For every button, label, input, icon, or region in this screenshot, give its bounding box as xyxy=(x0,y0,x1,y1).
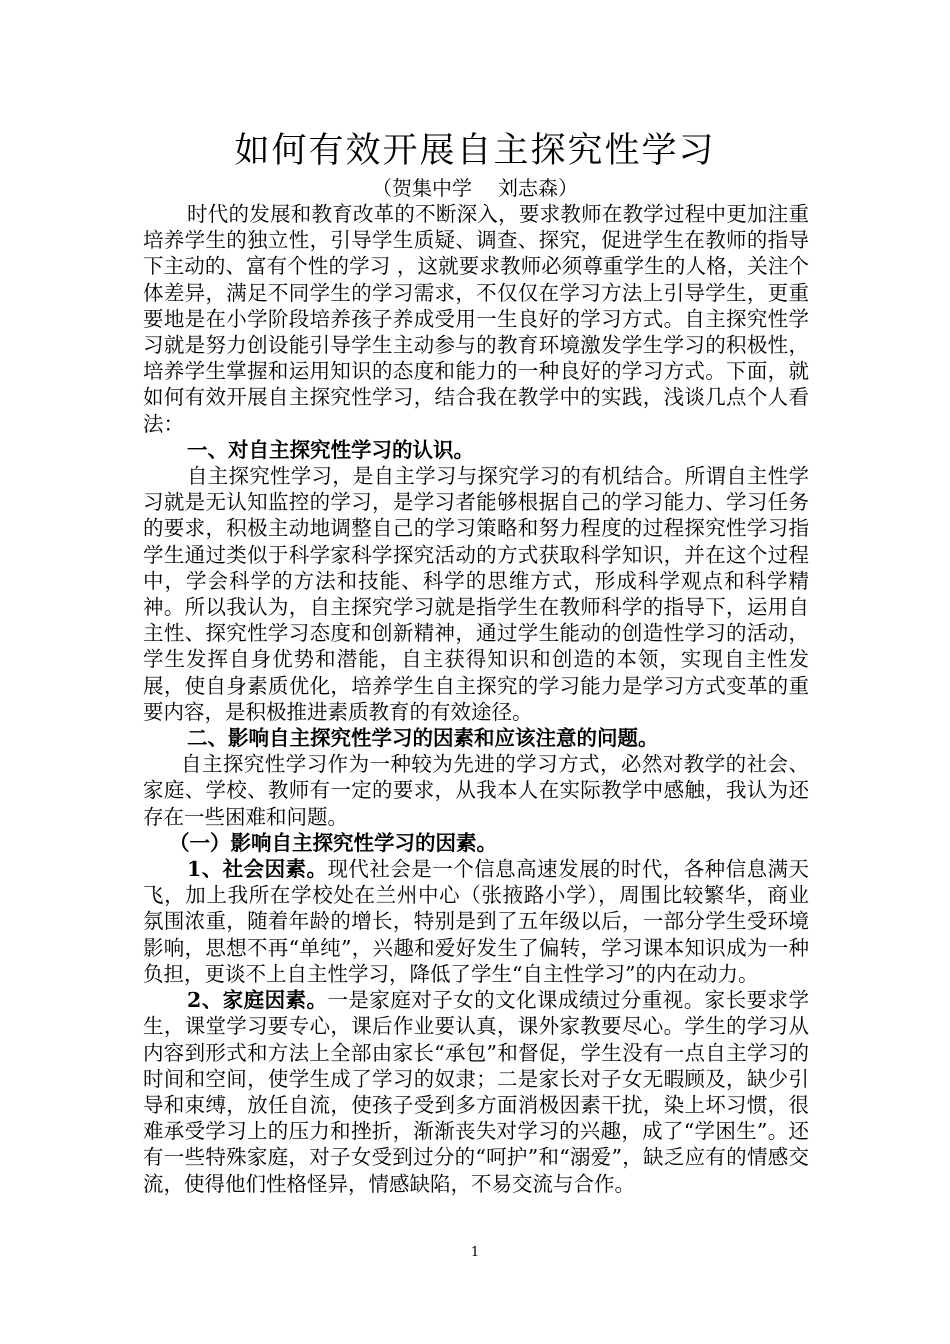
factor-1-label: 1、社会因素。 xyxy=(187,857,328,882)
intro-paragraph: 时代的发展和教育改革的不断深入，要求教师在教学过程中更加注重培养学生的独立性，引导学生质疑、调查、探究，促进学生在教师的指导下主动的、富有个性的学习 ，这就要求教师必须尊重学生的人格，关注个体差异，满足不同学生的学习需求，不仅仅在学习方法上引导学生，更重要地是在小学阶段培养孩子养成受用一生良好的学习方式。自主探究性学习就是努力创设能引导学生主动参与的教育环境激发学生学习的积极性，培养学生掌握和运用知识的态度和能力的一种良好的学习方式。下面，就如何有效开展自主探究性学习，结合我在教学中的实践，浅谈几点个人看法： xyxy=(143,202,809,436)
author-line xyxy=(0,174,950,202)
paragraph-1: 自主探究性学习，是自主学习与探究学习的有机结合。所谓自主性学习就是无认知监控的学习，是学习者能够根据自己的学习能力、学习任务的要求，积极主动地调整自己的学习策略和努力程度的过程探究性学习指学生通过类似于科学家科学探究活动的方式获取科学知识，并在这个过程中，学会科学的方法和技能、科学的思维方式，形成科学观点和科学精神。所以我认为，自主探究学习就是指学生在教师科学的指导下，运用自主性、探究性学习态度和创新精神，通过学生能动的创造性学习的活动，学生发挥自身优势和潜能，自主获得知识和创造的本领，实现自主性发展，使自身素质优化，培养学生自主探究的学习能力是学习方式变革的重要内容，是积极推进素质教育的有效途径。 xyxy=(143,464,809,724)
factor-2-label: 2、家庭因素。 xyxy=(187,988,328,1013)
subsection-heading-1: （一）影响自主探究性学习的因素。 xyxy=(169,830,497,855)
author-school: （贺集中学 xyxy=(372,176,472,200)
page-number: 1 xyxy=(470,1245,480,1260)
document-title: 如何有效开展自主探究性学习 xyxy=(234,131,716,171)
factor-2-text: 一是家庭对子女的文化课成绩过分重视。家长要求学生，课堂学习要专心，课后作业要认真，课外家教要尽心。学生的学习从内容到形式和方法上全部由家长“承包”和督促，学生没有一点自主学习的时间和空间，使学生成了学习的奴隶；二是家长对子女无暇顾及，缺少引导和束缚，放任自流，使孩子受到多方面消极因素干扰，染上坏习惯，很难承受学习上的压力和挫折，渐渐丧失对学习的兴趣，成了“学困生”。还有一些特殊家庭，对子女受到过分的“呵护”和“溺爱”，缺乏应有的情感交流，使得他们性格怪异，情感缺陷，不易交流与合作。 xyxy=(143,988,810,1196)
factor-2-paragraph xyxy=(143,987,809,1197)
factor-1-paragraph xyxy=(143,856,809,987)
author-name: 刘志森） xyxy=(498,176,578,200)
section-heading-2: 二、影响自主探究性学习的因素和应该注意的问题。 xyxy=(187,726,659,751)
document-body xyxy=(143,201,809,1197)
section-heading-1: 一、对自主探究性学习的认识。 xyxy=(187,437,474,462)
factor-1-text: 现代社会是一个信息高速发展的时代，各种信息满天飞，加上我所在学校处在兰州中心（张掖路小学），周围比较繁华，商业氛围浓重，随着年龄的增长，特别是到了五年级以后，一部分学生受环境影响，思想不再“单纯”，兴趣和爱好发生了偏转，学习课本知识成为一种负担，更谈不上自主性学习，降低了学生“自主性学习”的内在动力。 xyxy=(143,857,810,986)
paragraph-2: 自主探究性学习作为一种较为先进的学习方式，必然对教学的社会、家庭、学校、教师有一定的要求，从我本人在实际教学中感触，我认为还存在一些困难和问题。 xyxy=(143,752,809,829)
